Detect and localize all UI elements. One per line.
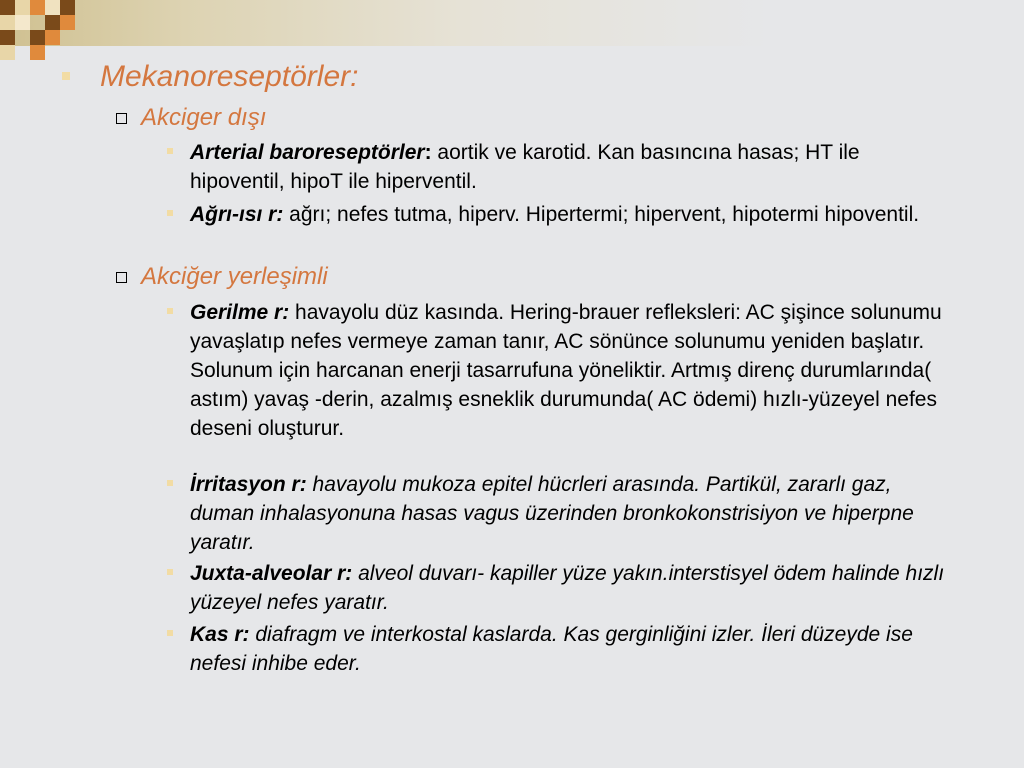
section-title-row [116,263,976,291]
item-text [190,620,957,678]
square-bullet-icon [167,308,173,314]
section-title: Akciğer yerleşimli [141,263,328,290]
square-bullet-icon [62,72,70,80]
item-term: Juxta-alveolar r: [190,562,353,585]
item-term: Gerilme r: [190,301,290,324]
list-item [167,298,957,443]
list-item [167,620,957,678]
square-bullet-icon [167,569,173,575]
square-bullet-icon [167,630,173,636]
item-description: havayolu düz kasında. Hering-brauer refleksleri: AC şişince solunumu yavaşlatıp nefes vermeye zaman tanır, AC sönünce solunumu yeniden başlatır. Solunum için harcanan enerji tasarrufuna yöneliktir. Artmış direnç durumlarında( astım) yavaş -derin, azalmış esneklik durumunda( AC ödemi) hızlı-yüzeyel nefes deseni oluşturur. [190,301,942,440]
hollow-square-bullet-icon [116,272,127,283]
list-item [167,138,957,196]
item-term-separator: : [424,141,432,164]
item-description: havayolu mukoza epitel hücrleri arasında. Partikül, zararlı gaz, duman inhalasyonuna hasas vagus üzerinden bronkokonstrisiyon ve hiperpne yaratır. [190,473,914,554]
square-bullet-icon [167,210,173,216]
item-term: Kas r: [190,623,250,646]
item-text [190,298,957,443]
section-title-row [116,104,976,132]
item-term: İrritasyon r: [190,473,307,496]
section-title: Akciger dışı [141,104,267,131]
square-bullet-icon [167,480,173,486]
item-description: ağrı; nefes tutma, hiperv. Hipertermi; hipervent, hipotermi hipoventil. [283,203,920,226]
slide-heading-row [62,60,962,94]
item-text [190,200,957,229]
item-text [190,470,957,557]
hollow-square-bullet-icon [116,113,127,124]
square-bullet-icon [167,148,173,154]
item-term: Ağrı-ısı r: [190,203,284,226]
item-term: Arterial baroreseptörler [190,141,425,164]
item-text [190,138,957,196]
item-text [190,559,957,617]
list-item [167,200,957,229]
item-description: alveol duvarı- kapiller yüze yakın.interstisyel ödem halinde hızlı yüzeyel nefes yaratır. [190,562,945,614]
item-description: diafragm ve interkostal kaslarda. Kas gerginliğini izler. İleri düzeyde ise nefesi inhibe eder. [190,623,913,675]
slide-heading: Mekanoreseptörler: [100,60,359,93]
list-item [167,559,957,617]
item-description: aortik ve karotid. Kan basıncına hasas; HT ile hipoventil, hipoT ile hiperventil. [190,141,860,193]
list-item [167,470,957,557]
